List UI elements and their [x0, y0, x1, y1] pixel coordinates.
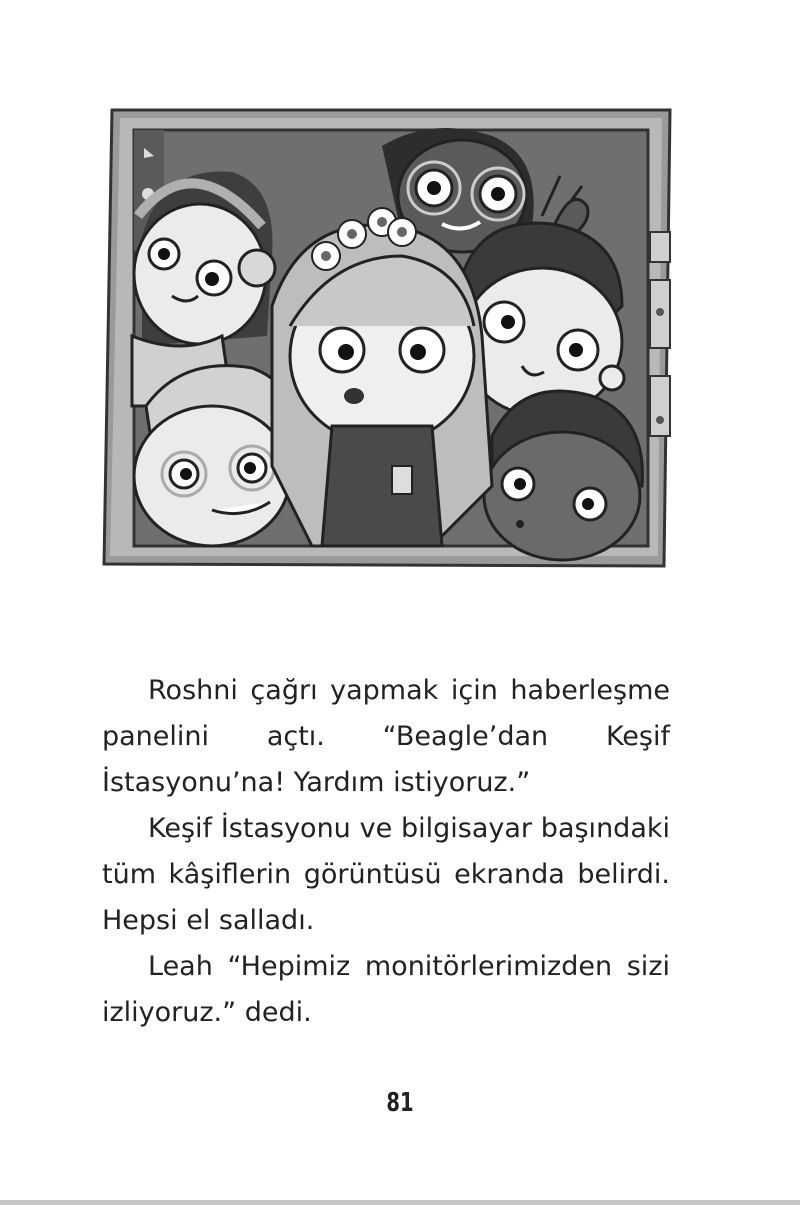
- paragraph-1: Roshni çağrı yapmak için haberleşme panelini açtı. “Beagle’dan Keşif İstasyonu’na! Yardım istiyoruz.”: [102, 675, 670, 798]
- paragraph-2: Keşif İstasyonu ve bilgisayar başındaki tüm kâşiflerin görüntüsü ekranda belirdi. Hepsi el salladı.: [102, 813, 670, 936]
- page-bottom-rule: [0, 1200, 800, 1205]
- child-face-glasses-bottom-left: [134, 366, 294, 546]
- page-number: 81: [386, 1088, 414, 1118]
- story-text: [102, 668, 670, 1036]
- child-face-boy-bottom-right: [484, 391, 642, 560]
- monitor-illustration: [102, 106, 672, 570]
- paragraph-3: Leah “Hepimiz monitörlerimizden sizi izliyoruz.” dedi.: [102, 951, 670, 1028]
